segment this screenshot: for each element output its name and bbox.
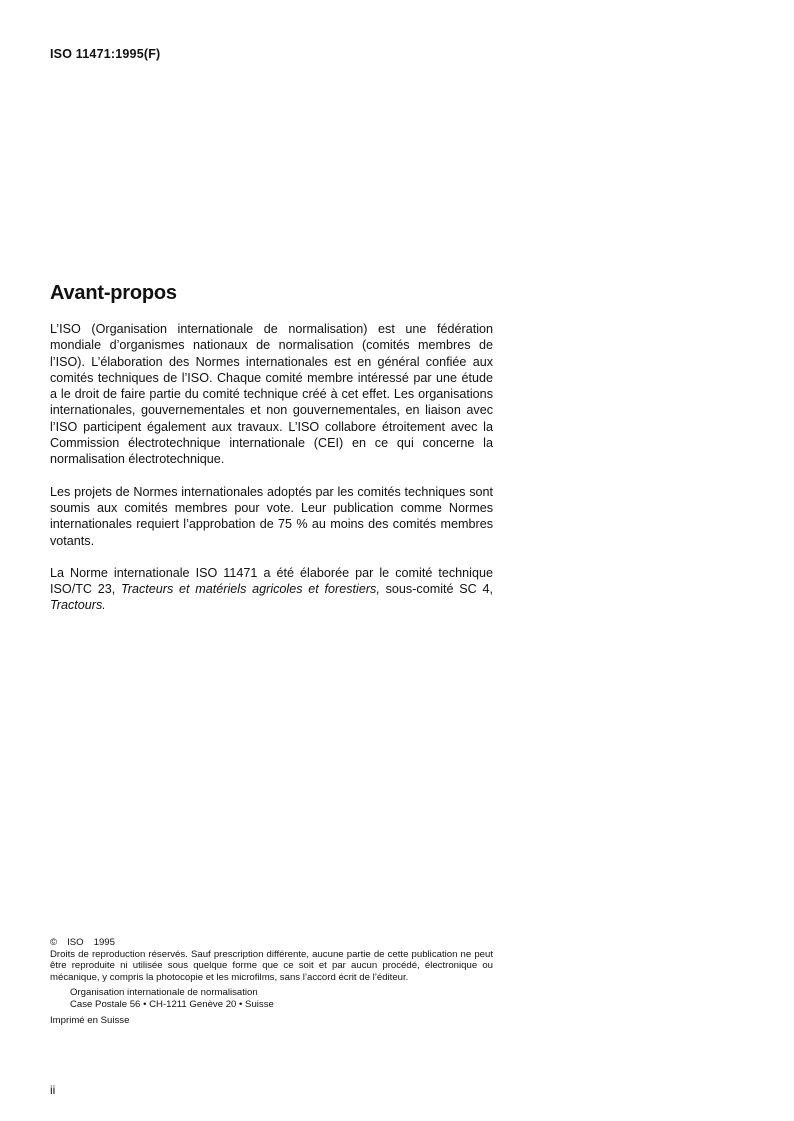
paragraph-voting: Les projets de Normes internationales adoptés par les comités techniques sont soumis aux comités membres pour vote. Leur publication comme Normes internationales requiert l’approbation de 75 % au moins des comités membres votants. (50, 484, 493, 548)
subcommittee-title: Tractours. (50, 598, 106, 613)
paragraph-committee (50, 565, 493, 614)
printed-in: Imprimé en Suisse (50, 1015, 130, 1026)
section-title: Avant-propos (50, 282, 177, 304)
publisher-name: Organisation internationale de normalisation (70, 987, 258, 998)
foreword-body (50, 321, 493, 614)
page-number: ii (50, 1083, 56, 1097)
copyright-footer (50, 937, 493, 1027)
committee-text-2: sous-comité SC 4, (379, 582, 493, 597)
publisher-address: Case Postale 56 • CH-1211 Genève 20 • Suisse (70, 998, 274, 1010)
rights-notice: Droits de reproduction réservés. Sauf prescription différente, aucune partie de cette publication ne peut être reproduite ni utilisée sous quelque forme que ce soit et par aucun procédé, électronique ou mécanique, y compris la photocopie et les microfilms, sans l’accord écrit de l’éditeur. (50, 948, 493, 983)
copyright-line (50, 937, 493, 949)
copyright-year: 1995 (93, 937, 115, 948)
publisher-block (50, 987, 493, 1010)
copyright-symbol: © (50, 937, 58, 948)
copyright-org: ISO (67, 937, 84, 948)
committee-title: Tracteurs et matériels agricoles et forestiers, (121, 582, 380, 597)
paragraph-iso-intro: L’ISO (Organisation internationale de normalisation) est une fédération mondiale d’organismes nationaux de normalisation (comités membres de l’ISO). L’élaboration des Normes internationales est en général confiée aux comités techniques de l’ISO. Chaque comité membre intéressé par une étude a le droit de faire partie du comité technique créé à cet effet. Les organisations internationales, gouvernementales et non gouvernementales, en liaison avec l’ISO participent également aux travaux. L’ISO collabore étroitement avec la Commission électrotechnique internationale (CEI) en ce qui concerne la normalisation électrotechnique. (50, 322, 493, 467)
document-id-header: ISO 11471:1995(F) (50, 47, 161, 61)
committee-text-1: La Norme internationale ISO 11471 a été élaborée par le comité technique ISO/TC 23, (50, 565, 493, 597)
